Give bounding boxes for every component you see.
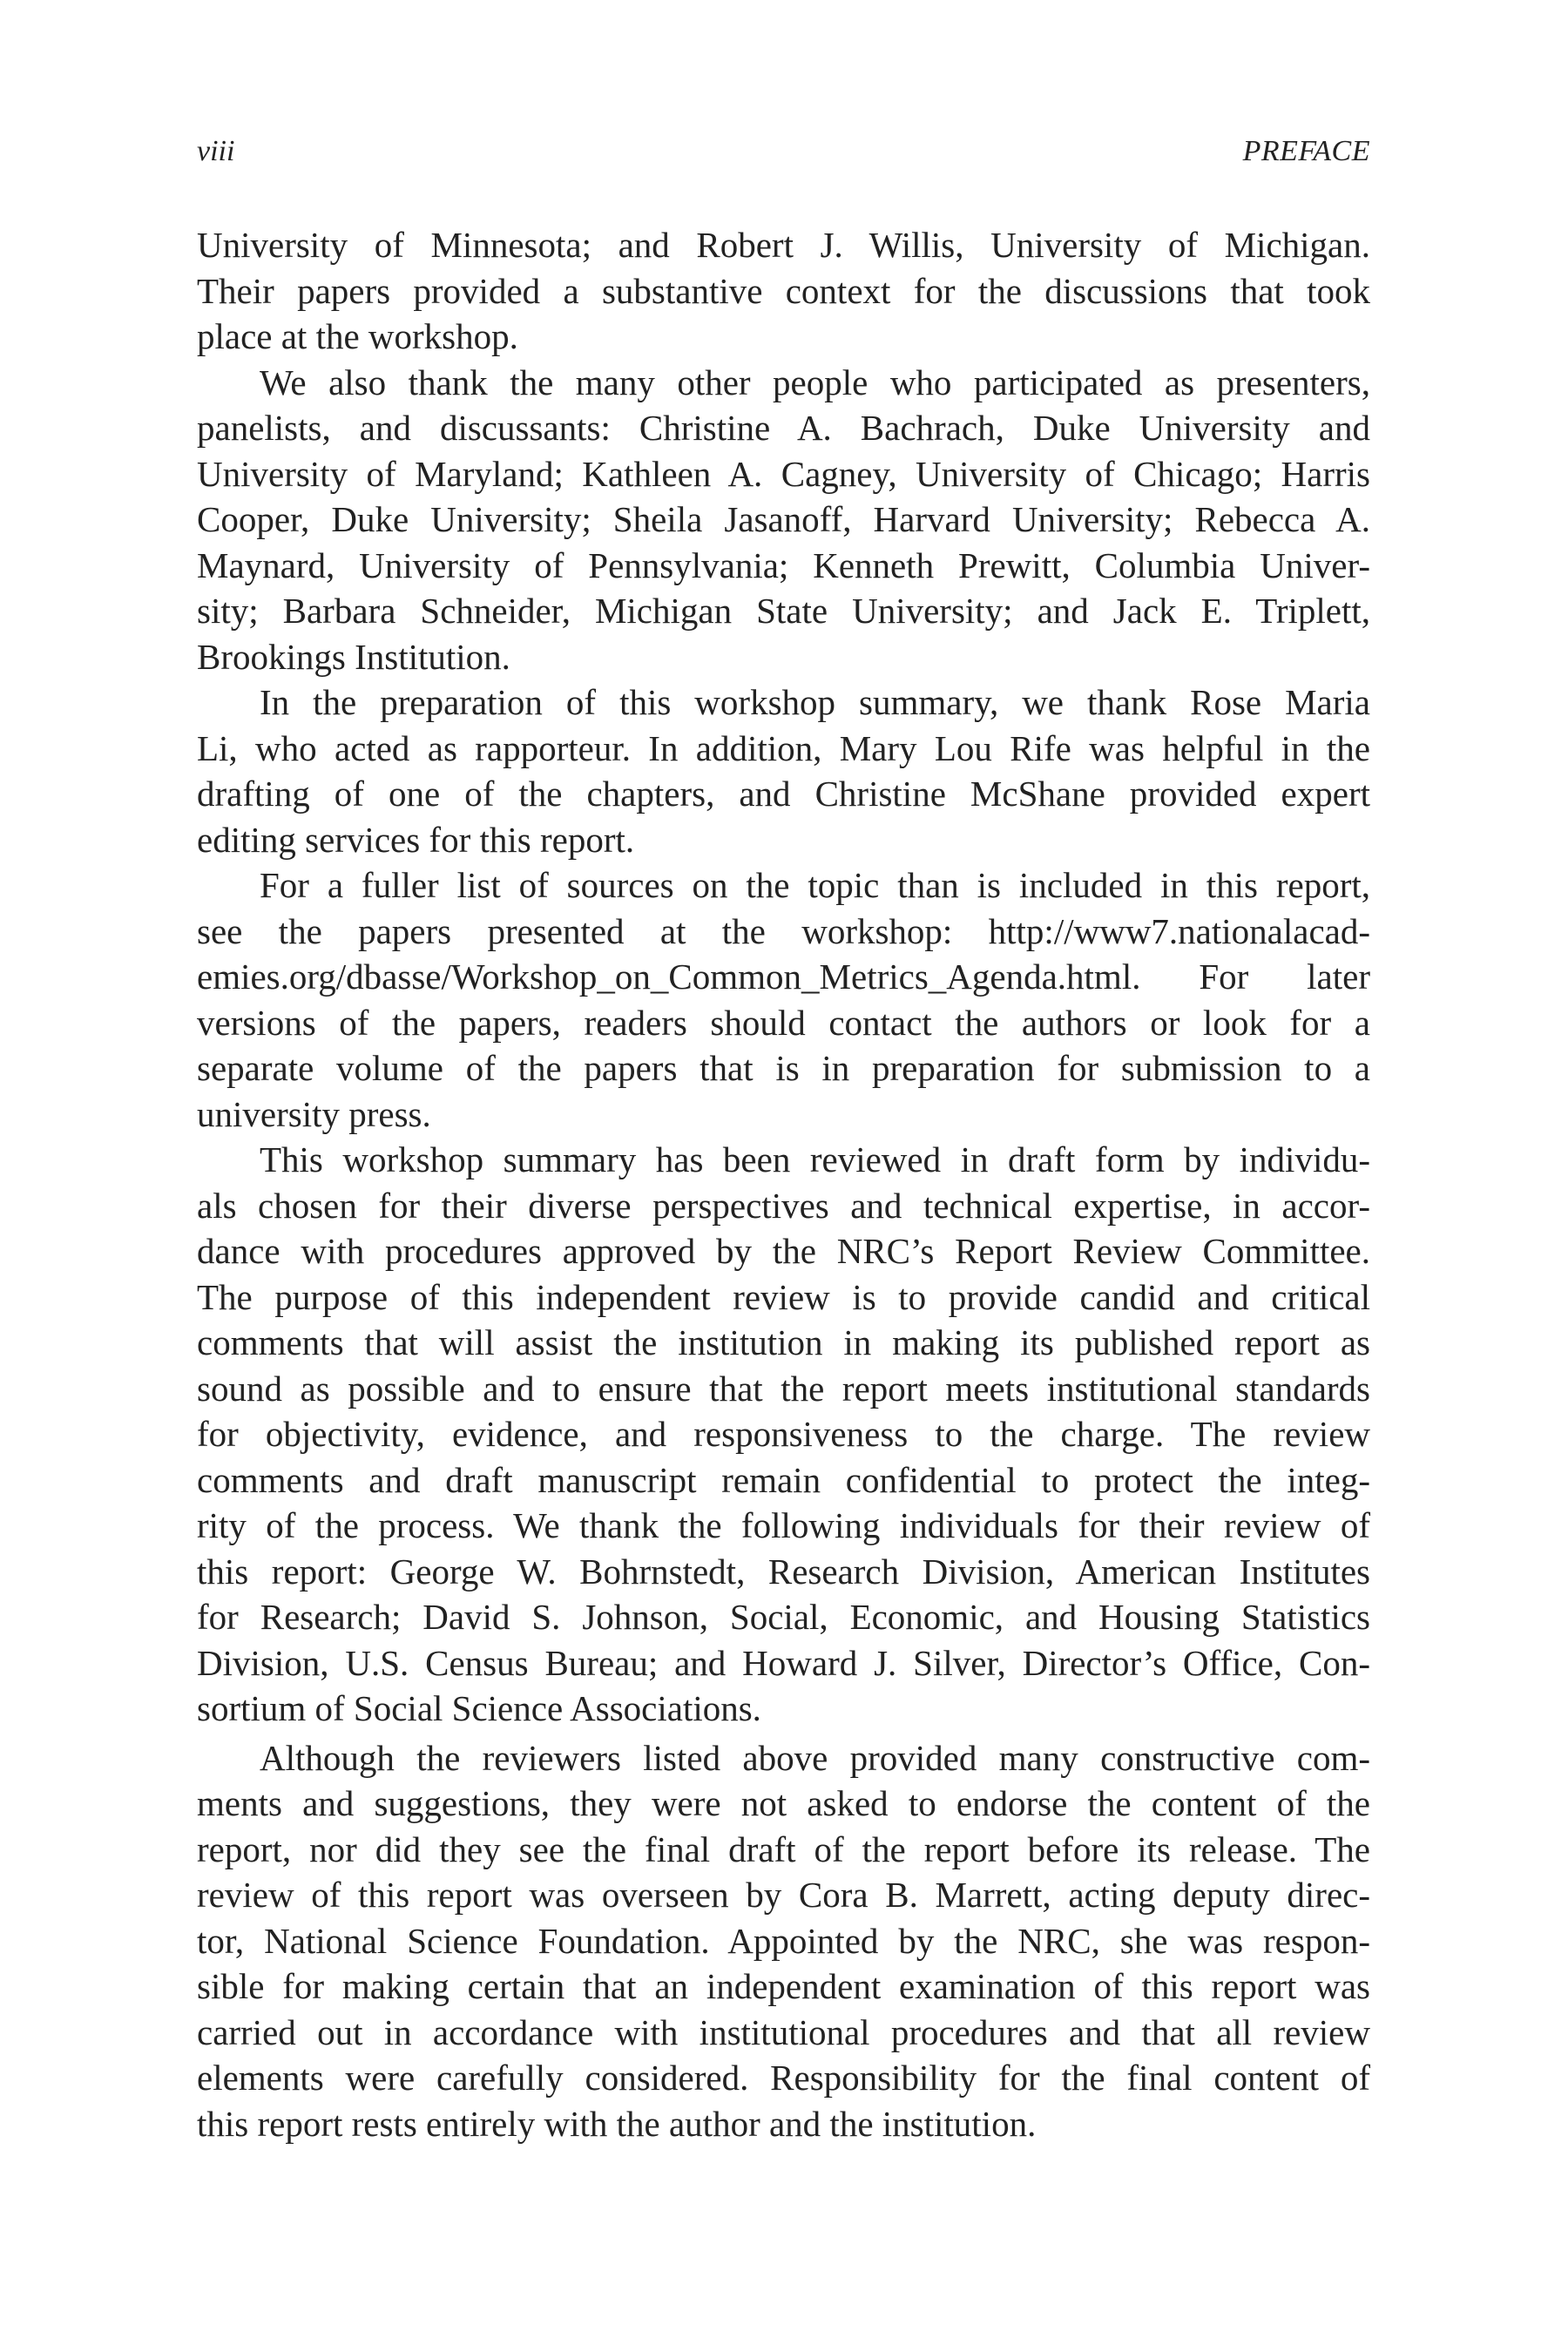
paragraph <box>197 679 1370 862</box>
text-line: place at the workshop. <box>197 316 518 356</box>
text-line: report, nor did they see the final draft of the report before its release. The <box>197 1828 1370 1869</box>
text-line: We also thank the many other people who participated as presenters, <box>260 362 1370 402</box>
section-title: PREFACE <box>1242 135 1370 167</box>
paragraph <box>197 222 1370 360</box>
text-line: for objectivity, evidence, and responsiveness to the charge. The review <box>197 1414 1370 1454</box>
text-line: The purpose of this independent review is to provide candid and critical <box>197 1276 1370 1317</box>
text-line: sible for making certain that an independent examination of this report was <box>197 1966 1370 2006</box>
text-line: see the papers presented at the workshop: http://www7.nationalacad- <box>197 910 1370 951</box>
text-line: Maynard, University of Pennsylvania; Kenneth Prewitt, Columbia Univer- <box>197 544 1370 585</box>
text-line: Although the reviewers listed above provided many constructive com- <box>260 1737 1370 1778</box>
text-line: emies.org/dbasse/Workshop_on_Common_Metrics_Agenda.html. For later <box>197 956 1370 997</box>
text-line: this report rests entirely with the author and the institution. <box>197 2103 1037 2144</box>
text-line: Cooper, Duke University; Sheila Jasanoff, Harvard University; Rebecca A. <box>197 499 1370 539</box>
text-line: panelists, and discussants: Christine A. Bachrach, Duke University and <box>197 408 1370 448</box>
text-line: rity of the process. We thank the following individuals for their review of <box>197 1505 1370 1545</box>
paragraph <box>197 360 1370 680</box>
page-number: viii <box>197 135 235 167</box>
text-line: sity; Barbara Schneider, Michigan State University; and Jack E. Triplett, <box>197 591 1370 631</box>
text-line: In the preparation of this workshop summary, we thank Rose Maria <box>260 682 1370 722</box>
text-line: This workshop summary has been reviewed in draft form by individu- <box>260 1139 1370 1179</box>
text-line: Division, U.S. Census Bureau; and Howard J. Silver, Director’s Office, Con- <box>197 1642 1370 1683</box>
text-line: review of this report was overseen by Cora B. Marrett, acting deputy direc- <box>197 1875 1370 1915</box>
text-line: carried out in accordance with institutional procedures and that all review <box>197 2011 1370 2052</box>
text-line: drafting of one of the chapters, and Christine McShane provided expert <box>197 774 1370 814</box>
text-line: editing services for this report. <box>197 819 635 860</box>
text-line: sound as possible and to ensure that the report meets institutional standards <box>197 1368 1370 1409</box>
paragraph <box>197 1735 1370 2147</box>
running-head <box>197 135 1370 179</box>
text-line: comments that will assist the institution in making its published report as <box>197 1322 1370 1362</box>
body-text <box>197 222 1370 2146</box>
text-line: tor, National Science Foundation. Appointed by the NRC, she was respon- <box>197 1920 1370 1961</box>
text-line: for Research; David S. Johnson, Social, Economic, and Housing Statistics <box>197 1597 1370 1637</box>
paragraph <box>197 862 1370 1137</box>
paragraph <box>197 1137 1370 1732</box>
text-line: University of Minnesota; and Robert J. Willis, University of Michigan. <box>197 225 1370 265</box>
text-line: For a fuller list of sources on the topic than is included in this report, <box>260 865 1370 905</box>
text-line: sortium of Social Science Associations. <box>197 1688 761 1728</box>
text-line: this report: George W. Bohrnstedt, Research Division, American Institutes <box>197 1551 1370 1592</box>
text-line: Their papers provided a substantive context for the discussions that took <box>197 270 1370 311</box>
text-line: als chosen for their diverse perspectives and technical expertise, in accor- <box>197 1185 1370 1226</box>
text-line: Li, who acted as rapporteur. In addition, Mary Lou Rife was helpful in the <box>197 727 1370 768</box>
text-line: separate volume of the papers that is in preparation for submission to a <box>197 1048 1370 1088</box>
text-line: university press. <box>197 1093 431 1134</box>
text-line: University of Maryland; Kathleen A. Cagney, University of Chicago; Harris <box>197 453 1370 494</box>
text-line: elements were carefully considered. Responsibility for the final content of <box>197 2058 1370 2098</box>
text-line: dance with procedures approved by the NRC’s Report Review Committee. <box>197 1231 1370 1271</box>
text-line: versions of the papers, readers should contact the authors or look for a <box>197 1002 1370 1043</box>
text-line: ments and suggestions, they were not asked to endorse the content of the <box>197 1783 1370 1823</box>
text-line: comments and draft manuscript remain confidential to protect the integ- <box>197 1459 1370 1500</box>
text-line: Brookings Institution. <box>197 636 510 677</box>
